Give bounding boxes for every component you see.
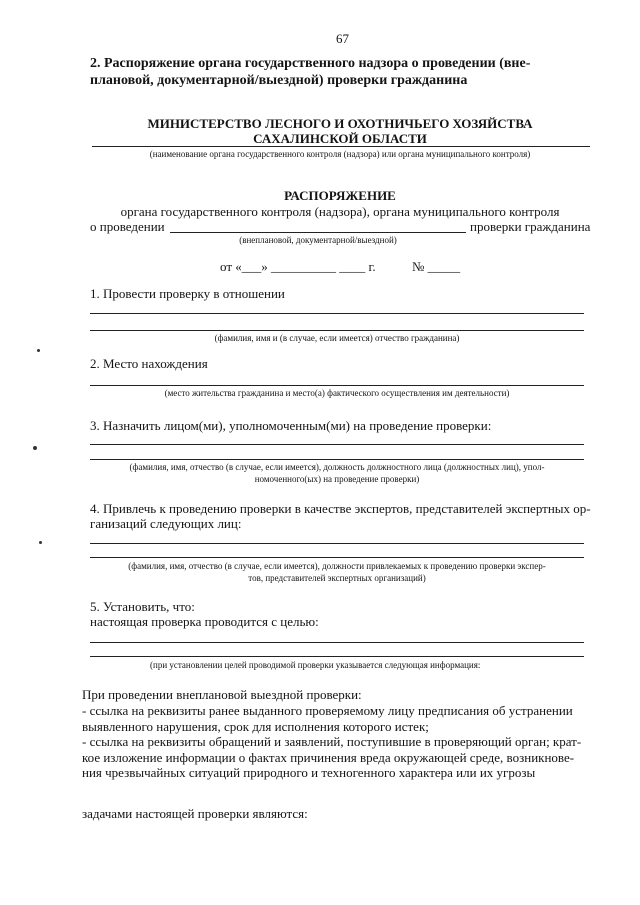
section-5-title: 5. Установить, что: bbox=[90, 599, 195, 614]
section-5-field-line-1[interactable] bbox=[90, 642, 584, 643]
section-4-title-line-1: 4. Привлечь к проведению проверки в качестве экспертов, представителей экспертных ор- bbox=[90, 501, 591, 516]
section-4-caption-line-2: тов, представителей экспертных организаций) bbox=[248, 573, 426, 583]
check-type-field[interactable] bbox=[170, 232, 466, 233]
tasks-label: задачами настоящей проверки являются: bbox=[82, 806, 308, 821]
section-3-title: 3. Назначить лицом(ми), уполномоченным(ми) на проведение проверки: bbox=[90, 418, 492, 433]
section-1-field-line-1[interactable] bbox=[90, 313, 584, 314]
heading-line-2: плановой, документарной/выездной) проверки гражданина bbox=[90, 73, 468, 88]
section-4-field-line-2[interactable] bbox=[90, 557, 584, 558]
section-1-title: 1. Провести проверку в отношении bbox=[90, 286, 285, 301]
section-3-caption-line-1: (фамилия, имя, отчество (в случае, если имеется), должность должностного лица (должностных лиц), упол- bbox=[129, 462, 545, 472]
section-3-field-line-2[interactable] bbox=[90, 459, 584, 460]
check-type-caption: (внеплановой, документарной/выездной) bbox=[239, 235, 397, 245]
section-1-field-line-2[interactable] bbox=[90, 330, 584, 331]
unplanned-line-1: - ссылка на реквизиты ранее выданного проверяемому лицу предписания об устранении bbox=[82, 703, 573, 718]
section-1-caption: (фамилия, имя и (в случае, если имеется) отчество гражданина) bbox=[214, 333, 460, 343]
section-2-title: 2. Место нахождения bbox=[90, 356, 208, 371]
section-5-purpose-label: настоящая проверка проводится с целью: bbox=[90, 614, 319, 629]
about-left-label: о проведении bbox=[90, 219, 165, 234]
unplanned-line-3: - ссылка на реквизиты обращений и заявлений, поступившие в проверяющий орган; крат- bbox=[82, 734, 582, 749]
organ-name-line-1: МИНИСТЕРСТВО ЛЕСНОГО И ОХОТНИЧЬЕГО ХОЗЯЙСТВА bbox=[147, 116, 533, 131]
heading-line-1: 2. Распоряжение органа государственного надзора о проведении (вне- bbox=[90, 56, 531, 71]
page-number: 67 bbox=[336, 31, 349, 46]
document-subtitle: органа государственного контроля (надзора), органа муниципального контроля bbox=[120, 204, 560, 219]
section-2-field-line[interactable] bbox=[90, 385, 584, 386]
unplanned-intro: При проведении внеплановой выездной проверки: bbox=[82, 687, 362, 702]
scan-speck bbox=[33, 446, 37, 450]
about-right-label: проверки гражданина bbox=[470, 219, 591, 234]
organ-underline bbox=[92, 146, 590, 147]
unplanned-line-5: ния чрезвычайных ситуаций природного и техногенного характера или их угрозы bbox=[82, 765, 536, 780]
section-2-caption: (место жительства гражданина и место(а) фактического осуществления им деятельности) bbox=[164, 388, 510, 398]
section-5-field-line-2[interactable] bbox=[90, 656, 584, 657]
document-title: РАСПОРЯЖЕНИЕ bbox=[284, 188, 396, 203]
unplanned-line-2: выявленного нарушения, срок для исполнения которого истек; bbox=[82, 719, 429, 734]
section-4-caption-line-1: (фамилия, имя, отчество (в случае, если имеется), должности привлекаемых к проведению проверки экспер- bbox=[128, 561, 546, 571]
unplanned-line-4: кое изложение информации о фактах причинения вреда окружающей среде, возникнове- bbox=[82, 750, 575, 765]
section-5-caption: (при установлении целей проводимой проверки указывается следующая информация: bbox=[150, 660, 481, 670]
section-4-title-line-2: ганизаций следующих лиц: bbox=[90, 516, 242, 531]
organ-name-line-2: САХАЛИНСКОЙ ОБЛАСТИ bbox=[253, 131, 427, 146]
section-4-field-line-1[interactable] bbox=[90, 543, 584, 544]
organ-caption: (наименование органа государственного контроля (надзора) или органа муниципального контроля) bbox=[149, 149, 531, 159]
section-3-caption-line-2: номоченного(ых) на проведение проверки) bbox=[254, 474, 420, 484]
scan-speck bbox=[37, 349, 40, 352]
scan-speck bbox=[39, 541, 42, 544]
date-field[interactable]: от «___» __________ ____ г. bbox=[220, 259, 376, 274]
number-field[interactable]: № _____ bbox=[412, 259, 461, 274]
section-3-field-line-1[interactable] bbox=[90, 444, 584, 445]
